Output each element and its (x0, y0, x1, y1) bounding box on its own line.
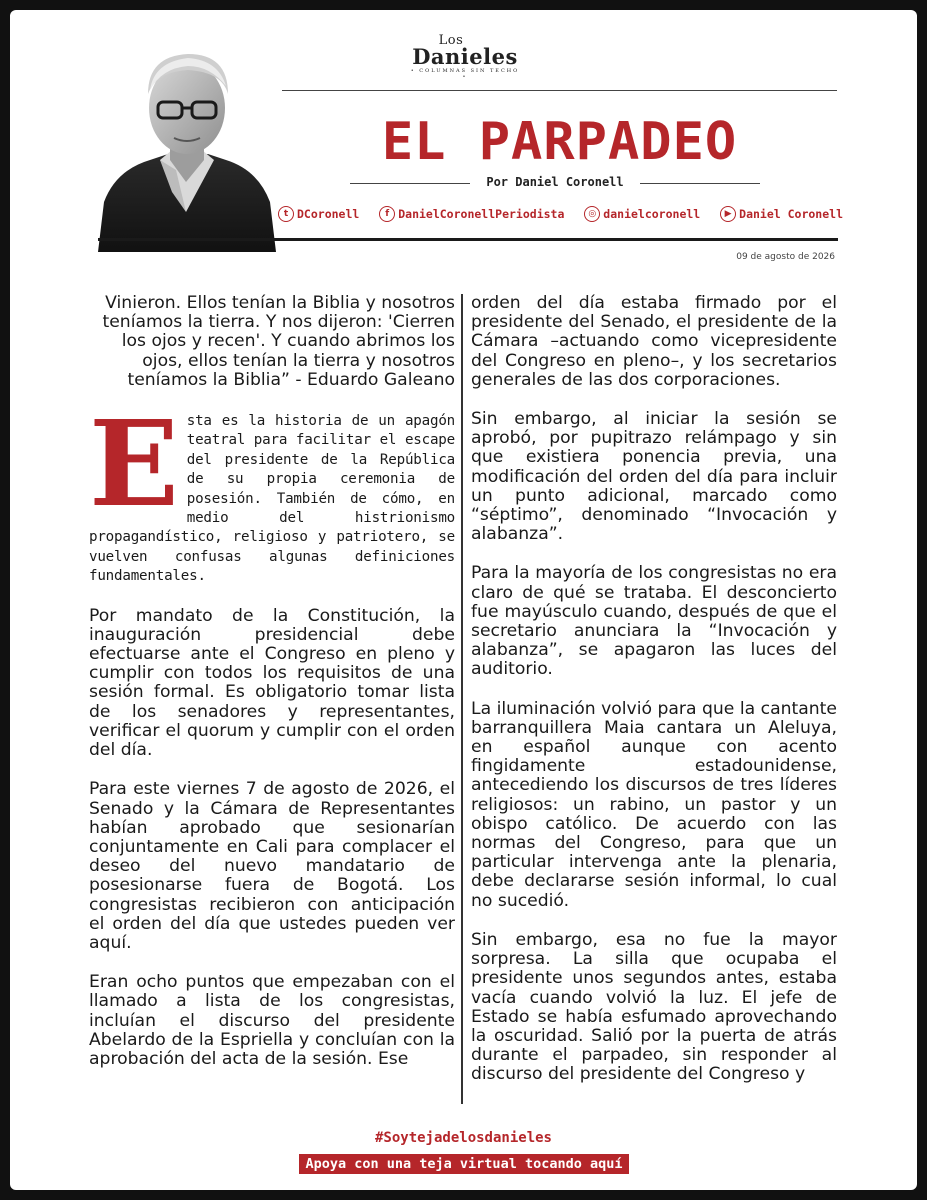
header-bottom-rule (98, 238, 838, 241)
brand-small: Los (438, 33, 464, 48)
social-link-twitter[interactable] (278, 206, 359, 222)
social-label: DanielCoronellPeriodista (398, 207, 565, 221)
support-button[interactable]: Apoya con una teja virtual tocando aquí (299, 1154, 629, 1174)
social-links (278, 204, 843, 224)
article-column-right (471, 294, 837, 1105)
body-paragraph: Para la mayoría de los congresistas no era claro de qué se trataba. El desconcierto fue mayúsculo cuando, después de que el secretario anunciara la “Invocación y alabanza”, se apagaron las luces del auditorio. (471, 563, 837, 680)
column-divider (461, 294, 463, 1104)
social-label: danielcoronell (603, 207, 701, 221)
twitter-icon: t (278, 206, 294, 222)
instagram-icon: ◎ (584, 206, 600, 222)
social-link-youtube[interactable] (720, 206, 843, 222)
article-title: EL PARPADEO (381, 112, 738, 172)
youtube-icon: ▶ (720, 206, 736, 222)
social-label: DCoronell (297, 207, 360, 221)
brand-tagline: • COLUMNAS SIN TECHO • (410, 68, 520, 80)
social-link-instagram[interactable] (584, 206, 700, 222)
lead-text: sta es la historia de un apagón teatral para facilitar el escape del presidente de la República de su propia ceremonia de posesión. También de cómo, en medio del histrionismo propagandístico, religioso y patriotero, se vuelven confusas algunas definiciones fundamentales. (89, 413, 455, 585)
body-paragraph: orden del día estaba firmado por el presidente del Senado, el presidente de la Cámara –actuando como vicepresidente del Congreso en pleno–, y los secretarios generales de las dos corporaciones. (471, 293, 837, 390)
body-paragraph: Sin embargo, esa no fue la mayor sorpresa. La silla que ocupaba el presidente unos segundos antes, estaba vacía cuando volvió la luz. El jefe de Estado se había esfumado aprovechando la oscuridad. Salió por la puerta de atrás durante el parpadeo, sin responder al discurso del presidente del Congreso y (471, 929, 837, 1085)
body-paragraph: Para este viernes 7 de agosto de 2026, el Senado y la Cámara de Representantes habían aprobado que sesionarían conjuntamente en Cali para complacer el deseo del nuevo mandatario de posesionarse fuera de Bogotá. Los congresistas recibieron con anticipación el orden del día que ustedes pueden ver aquí. (89, 779, 455, 953)
body-paragraph: La iluminación volvió para que la cantante barranquillera Maia cantara un Aleluya, en español aunque con acento fingidamente estadounidense, antecediendo los discursos de tres líderes religiosos: un rabino, un pastor y un obispo católico. De acuerdo con las normas del Congreso, para que un particular intervenga ante la plenaria, debe declararse sesión informal, lo cual no sucedió. (471, 698, 837, 911)
epigraph: Vinieron. Ellos tenían la Biblia y nosotros teníamos la tierra. Y nos dijeron: 'Cierren los ojos y recen'. Y cuando abrimos los ojos, ellos tenían la tierra y nosotros teníamos la Biblia” - Eduardo Galeano (102, 293, 455, 390)
social-label: Daniel Coronell (739, 207, 843, 221)
brand-name: Danieles (412, 44, 518, 69)
author-portrait (98, 42, 276, 252)
social-link-facebook[interactable] (379, 206, 564, 222)
body-paragraph: Sin embargo, al iniciar la sesión se aprobó, por pupitrazo relámpago y sin que existiera ponencia previa, una modificación del orden del día para incluir un punto adicional, marcado como “séptimo”, denominado “Invocación y alabanza”. (471, 409, 837, 545)
byline-rule-right (640, 183, 760, 184)
body-paragraph: Por mandato de la Constitución, la inauguración presidencial debe efectuarse ante el Congreso en pleno y cumplir con todos los requisitos de una sesión formal. Es obligatorio tomar lista de los senadores y representantes, verificar el quorum y cumplir con el orden del día. (89, 605, 455, 761)
header-divider (282, 90, 837, 91)
article-column-left (89, 294, 455, 1089)
lead-paragraph (89, 394, 455, 587)
article-page (10, 10, 917, 1190)
drop-cap: E (89, 394, 179, 534)
facebook-icon: f (379, 206, 395, 222)
hashtag-link[interactable]: #Soytejadelosdanieles (374, 1130, 552, 1146)
byline-row (350, 175, 760, 191)
publish-date: 09 de agosto de 2026 (736, 252, 835, 262)
body-paragraph: Eran ocho puntos que empezaban con el llamado a lista de los congresistas, incluían el discurso del presidente Abelardo de la Espriella y concluían con la aprobación del acta de la sesión. Ese (89, 972, 455, 1069)
brand-logo (410, 34, 520, 80)
byline: Por Daniel Coronell (486, 175, 624, 189)
